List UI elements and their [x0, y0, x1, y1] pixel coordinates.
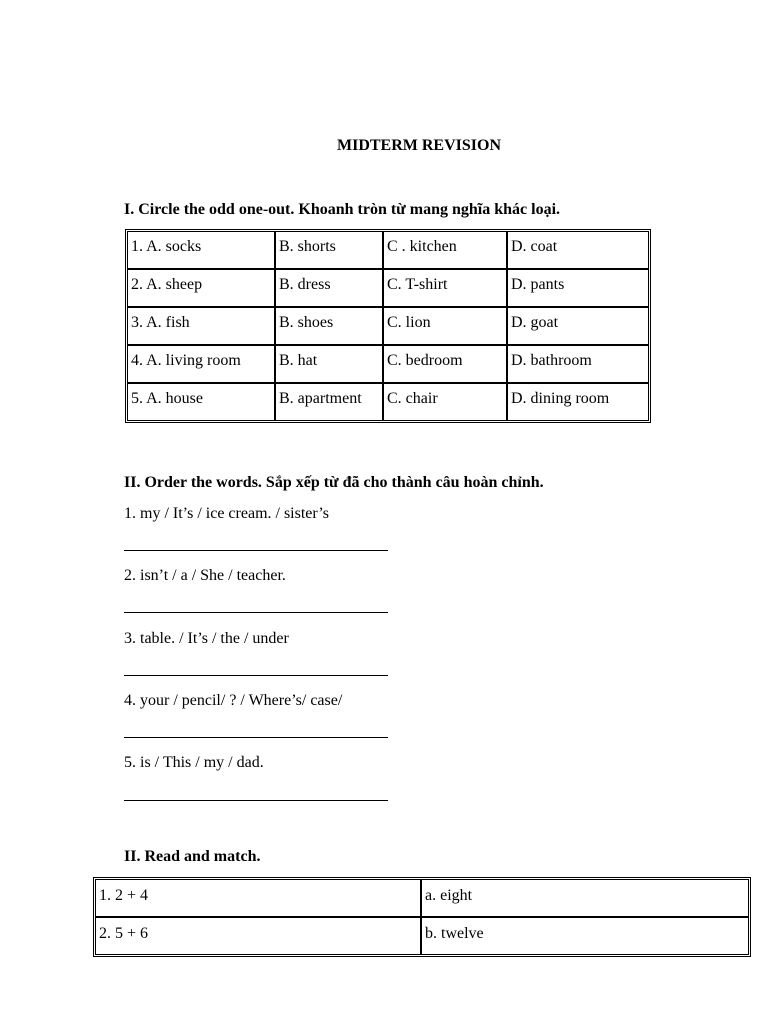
table-cell: B. hat [275, 345, 383, 383]
table-cell: B. shorts [275, 231, 383, 269]
list-item: 4. your / pencil/ ? / Where’s/ case/ [124, 692, 343, 709]
table-row [95, 917, 749, 955]
section-1-heading: I. Circle the odd one-out. Khoanh tròn từ mang nghĩa khác loại. [124, 201, 561, 218]
table-cell: D. goat [507, 307, 649, 345]
table-row [127, 231, 649, 269]
answer-line[interactable] [124, 737, 388, 738]
list-item: 1. my / It’s / ice cream. / sister’s [124, 505, 329, 522]
table-cell: b. twelve [421, 917, 749, 955]
page-title: MIDTERM REVISION [336, 137, 501, 154]
table-cell: B. dress [275, 269, 383, 307]
table-cell: C. lion [383, 307, 507, 345]
table-cell: 5. A. house [127, 383, 275, 421]
table-cell: 3. A. fish [127, 307, 275, 345]
section-3-heading: II. Read and match. [124, 848, 261, 865]
table-cell: 2. A. sheep [127, 269, 275, 307]
answer-line[interactable] [124, 800, 388, 801]
table-cell: D. pants [507, 269, 649, 307]
answer-line[interactable] [124, 612, 388, 613]
section-2-heading: II. Order the words. Sắp xếp từ đã cho thành câu hoàn chỉnh. [124, 474, 544, 491]
table-row [127, 345, 649, 383]
table-cell: D. dining room [507, 383, 649, 421]
table-cell: D. bathroom [507, 345, 649, 383]
odd-one-out-table [125, 229, 651, 423]
list-item: 5. is / This / my / dad. [124, 754, 264, 771]
table-cell: C. bedroom [383, 345, 507, 383]
table-row [127, 269, 649, 307]
table-row [127, 307, 649, 345]
table-cell: 1. 2 + 4 [95, 879, 421, 917]
table-cell: B. apartment [275, 383, 383, 421]
read-and-match-table [93, 877, 751, 957]
table-cell: 2. 5 + 6 [95, 917, 421, 955]
table-cell: C. T-shirt [383, 269, 507, 307]
list-item: 2. isn’t / a / She / teacher. [124, 567, 286, 584]
list-item: 3. table. / It’s / the / under [124, 630, 289, 647]
table-cell: 1. A. socks [127, 231, 275, 269]
answer-line[interactable] [124, 550, 388, 551]
table-cell: C . kitchen [383, 231, 507, 269]
table-cell: B. shoes [275, 307, 383, 345]
table-cell: 4. A. living room [127, 345, 275, 383]
table-cell: a. eight [421, 879, 749, 917]
table-row [127, 383, 649, 421]
table-cell: D. coat [507, 231, 649, 269]
table-cell: C. chair [383, 383, 507, 421]
table-row [95, 879, 749, 917]
answer-line[interactable] [124, 675, 388, 676]
